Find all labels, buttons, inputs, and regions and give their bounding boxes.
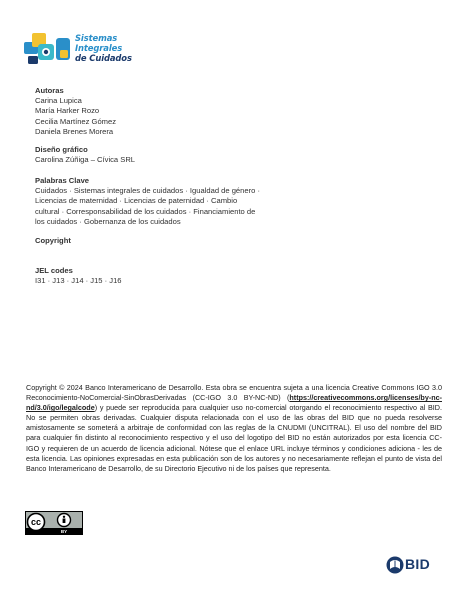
design-section bbox=[35, 145, 325, 165]
jel-section bbox=[35, 266, 325, 286]
logo-line-1: Sistemas bbox=[75, 33, 118, 43]
legal-notice bbox=[26, 383, 442, 474]
license-link[interactable]: https://creativecommons.org/licenses/by-nc-nd/3.0/igo/legalcode bbox=[26, 393, 442, 413]
keywords-line: Cuidados · Sistemas integrales de cuidados · Igualdad de género · bbox=[35, 186, 260, 196]
copyright-heading: Copyright bbox=[35, 236, 71, 245]
keywords-section bbox=[35, 176, 320, 227]
author-name: Daniela Brenes Morera bbox=[35, 126, 114, 136]
bid-logo-icon bbox=[386, 556, 404, 574]
logo-line-2: Integrales bbox=[75, 43, 123, 53]
by-text: BY bbox=[60, 529, 68, 534]
author-name: María Harker Rozo bbox=[35, 106, 100, 116]
design-heading: Diseño gráfico bbox=[35, 145, 88, 154]
keywords-line: los cuidados · Gobernanza de los cuidados bbox=[35, 216, 181, 226]
legal-text-2: ) y puede ser reproducida para cualquier uso no-comercial otorgando el reconocimiento respectivo al BID. No se permiten obras derivadas. Cualquier disputa relacionada con el uso de las obras del BID que no pueda resolverse amistosamente se someterá a arbitraje de conformidad con las reglas de la CNUDMI (UNCITRAL). El uso del nombre del BID para cualquier fin distinto al reconocimiento respectivo y el uso del logotipo del BID no están autorizados por esta licencia CC- IGO y requieren de un acuerdo de licencia adicional. Nótese que el enlace URL incluye términos y condiciones adiciona - les de esta licencia. Las opiniones expresadas en esta publicación son de los autores y no necesariamente reflejan el punto de vista del Banco Interamericano de Desarrollo, de su Directorio Ejecutivo ni de los países que representa. bbox=[26, 403, 442, 473]
cc-by-icon bbox=[26, 512, 82, 534]
design-value: Carolina Zúñiga – Cívica SRL bbox=[35, 155, 136, 165]
cc-text: cc bbox=[30, 517, 42, 527]
cc-by-license-badge[interactable] bbox=[25, 511, 83, 535]
authors-heading: Autoras bbox=[35, 86, 64, 95]
author-name: Carina Lupica bbox=[35, 96, 82, 106]
logo-wordmark bbox=[75, 33, 132, 63]
author-name: Cecilia Martínez Gómez bbox=[35, 116, 117, 126]
keywords-heading: Palabras Clave bbox=[35, 176, 90, 185]
logo-line-3: de Cuidados bbox=[75, 53, 132, 63]
jel-heading: JEL codes bbox=[35, 266, 73, 275]
copyright-section bbox=[35, 236, 325, 246]
authors-section bbox=[35, 86, 325, 137]
jel-value: I31 · J13 · J14 · J15 · J16 bbox=[35, 276, 122, 286]
keywords-line: Licencias de maternidad · Licencias de paternidad · Cambio bbox=[35, 196, 238, 206]
keywords-line: cultural · Corresponsabilidad de los cuidados · Financiamiento de bbox=[35, 206, 256, 216]
legal-text-1: Copyright © 2024 Banco Interamericano de Desarrollo. Esta obra se encuentra sujeta a una licencia Creative Commons IGO 3.0 Reconocimiento-NoComercial-SinObrasDerivadas (CC-IGO 3.0 BY-NC-ND) ( bbox=[26, 383, 442, 403]
bid-label: BID bbox=[405, 556, 431, 572]
